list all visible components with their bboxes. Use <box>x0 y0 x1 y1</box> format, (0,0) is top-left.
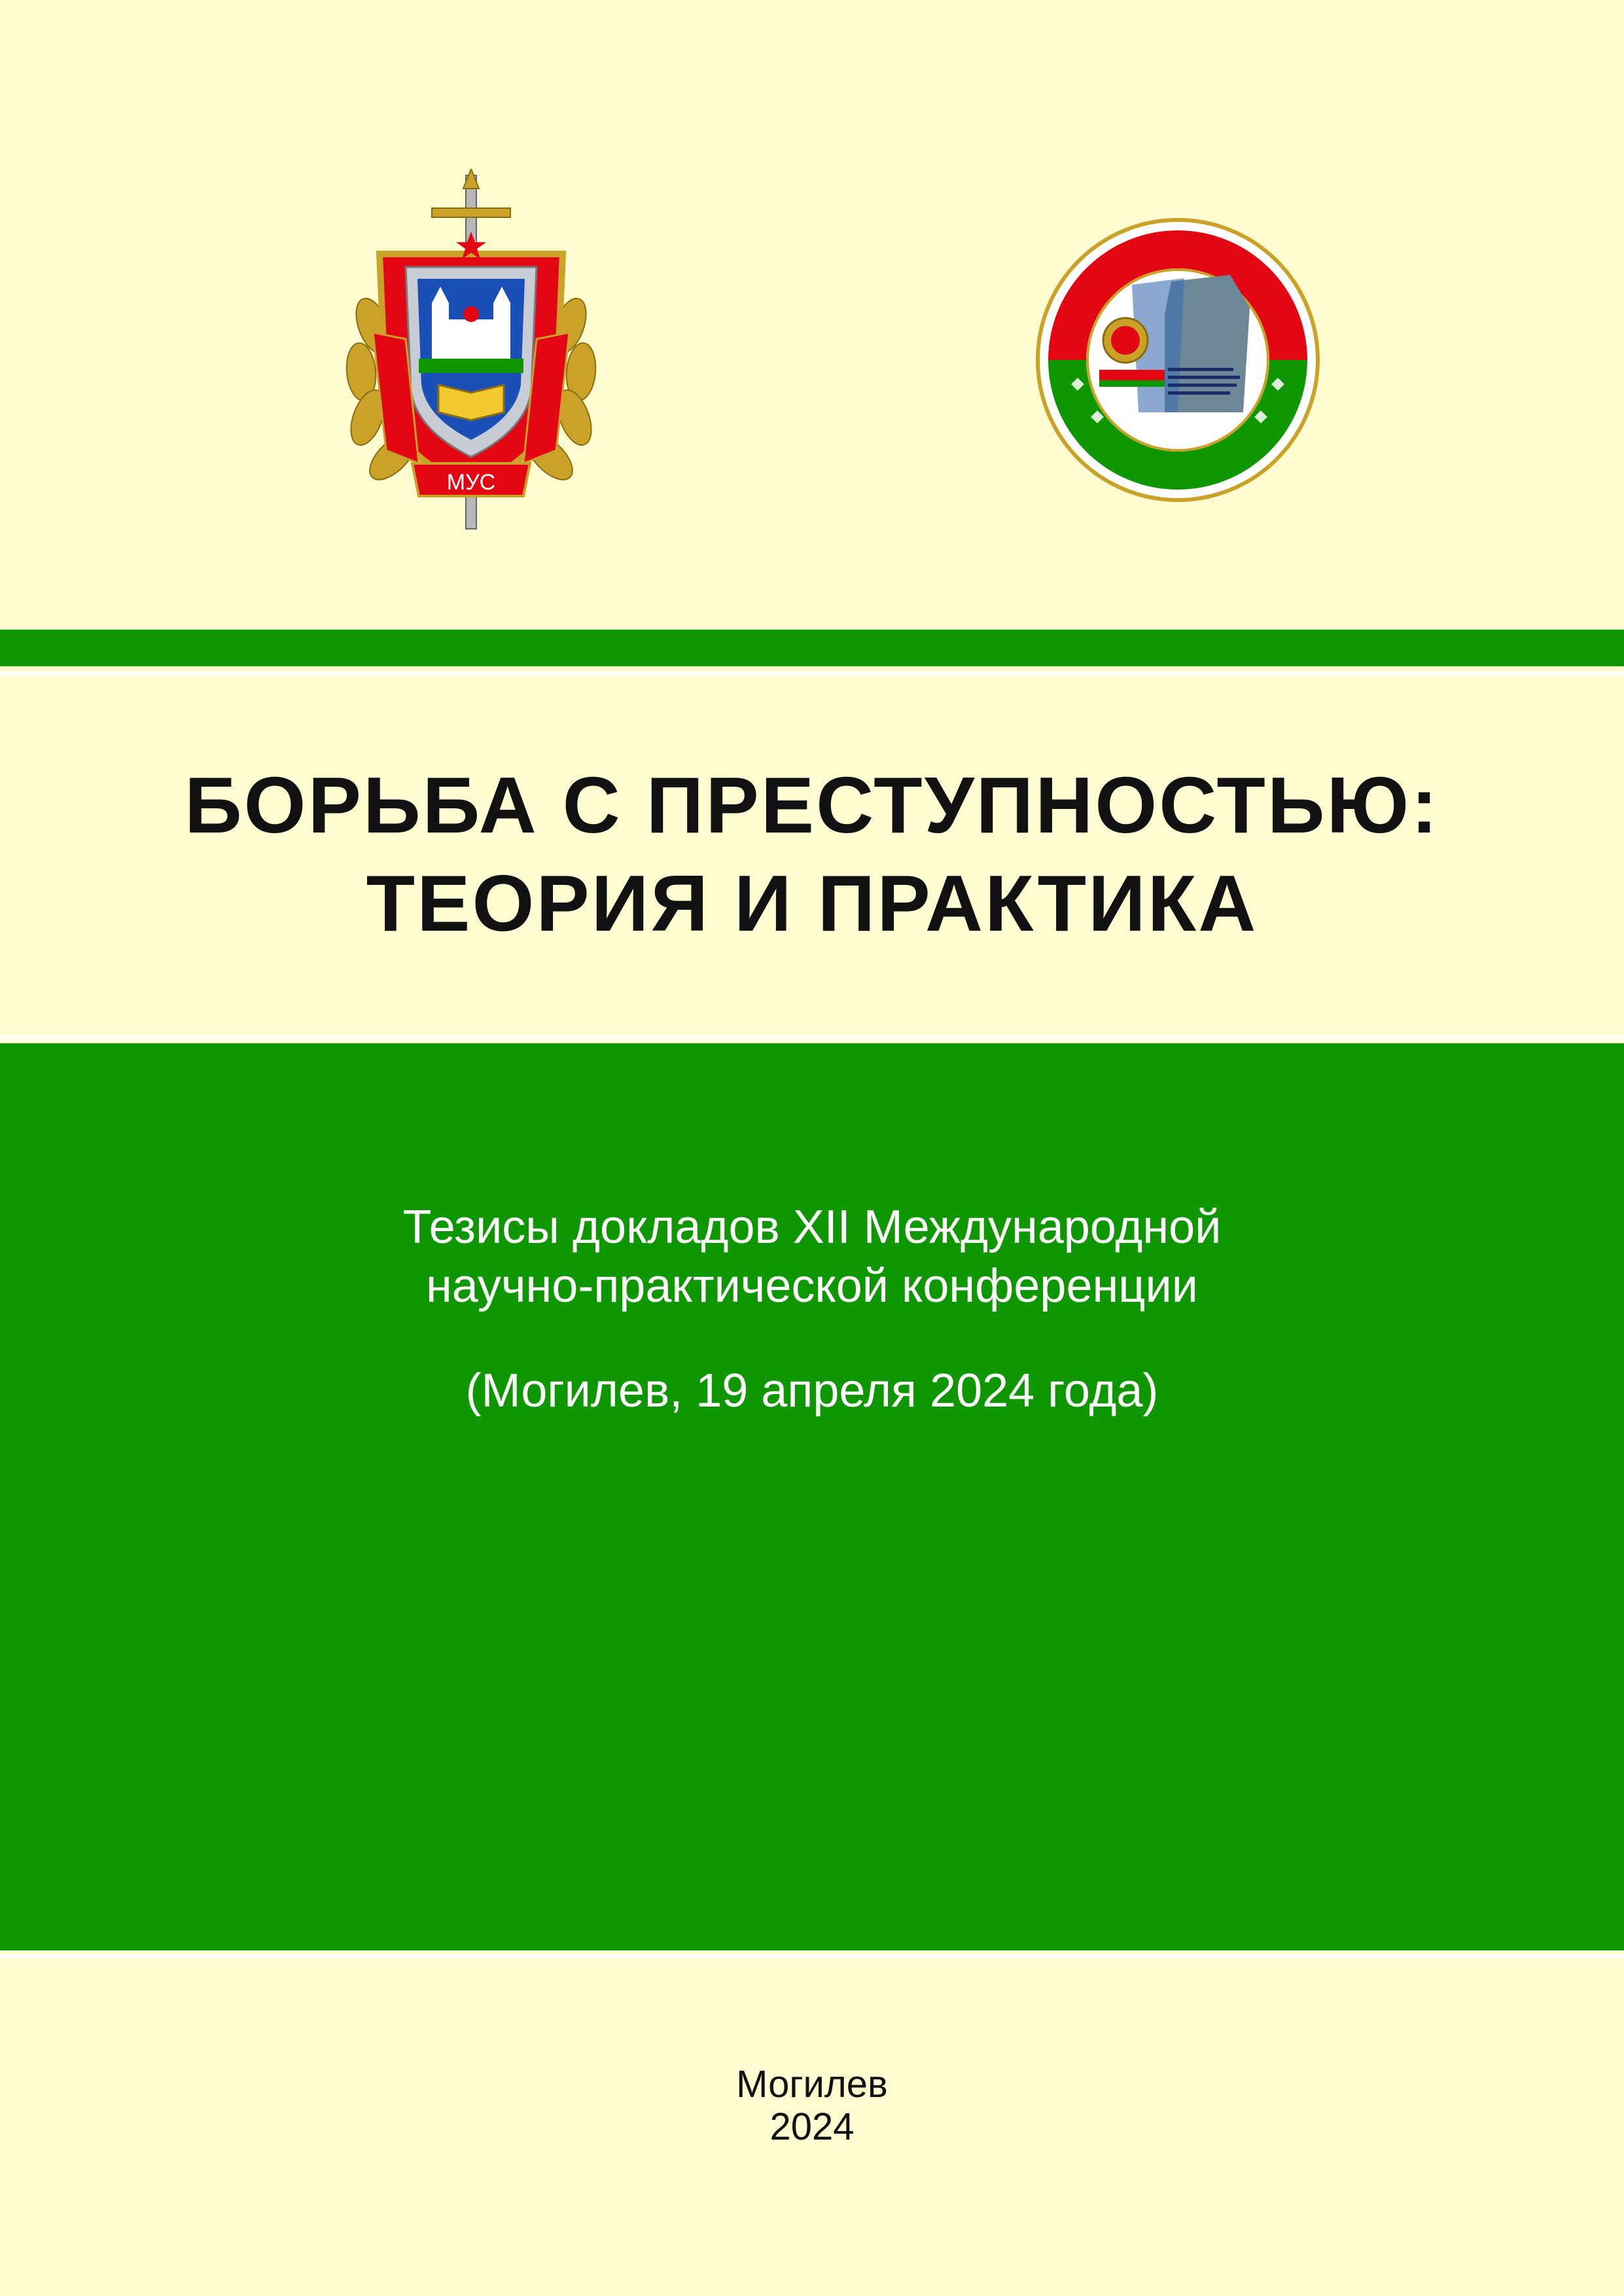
subtitle-panel <box>0 1043 1624 1950</box>
divider-line <box>0 1035 1624 1039</box>
conference-date: (Могилев, 19 апреля 2024 года) <box>465 1365 1159 1417</box>
top-green-stripe <box>0 630 1624 666</box>
police-institute-emblem-icon <box>334 169 609 535</box>
anniversary-seal-icon <box>1034 216 1322 504</box>
title-line-1: БОРЬБА С ПРЕСТУПНОСТЬЮ: <box>184 761 1439 850</box>
divider-line <box>0 1954 1624 1958</box>
divider-line <box>0 672 1624 675</box>
emblem-banner-text: МУС <box>446 470 496 495</box>
subtitle-line-2: научно-практической конференции <box>426 1260 1198 1312</box>
publication-year: 2024 <box>769 2106 855 2148</box>
subtitle-line-1: Тезисы докладов XII Международной <box>402 1201 1222 1253</box>
title-line-2: ТЕОРИЯ И ПРАКТИКА <box>366 859 1258 948</box>
publication-city: Могилев <box>736 2063 888 2106</box>
